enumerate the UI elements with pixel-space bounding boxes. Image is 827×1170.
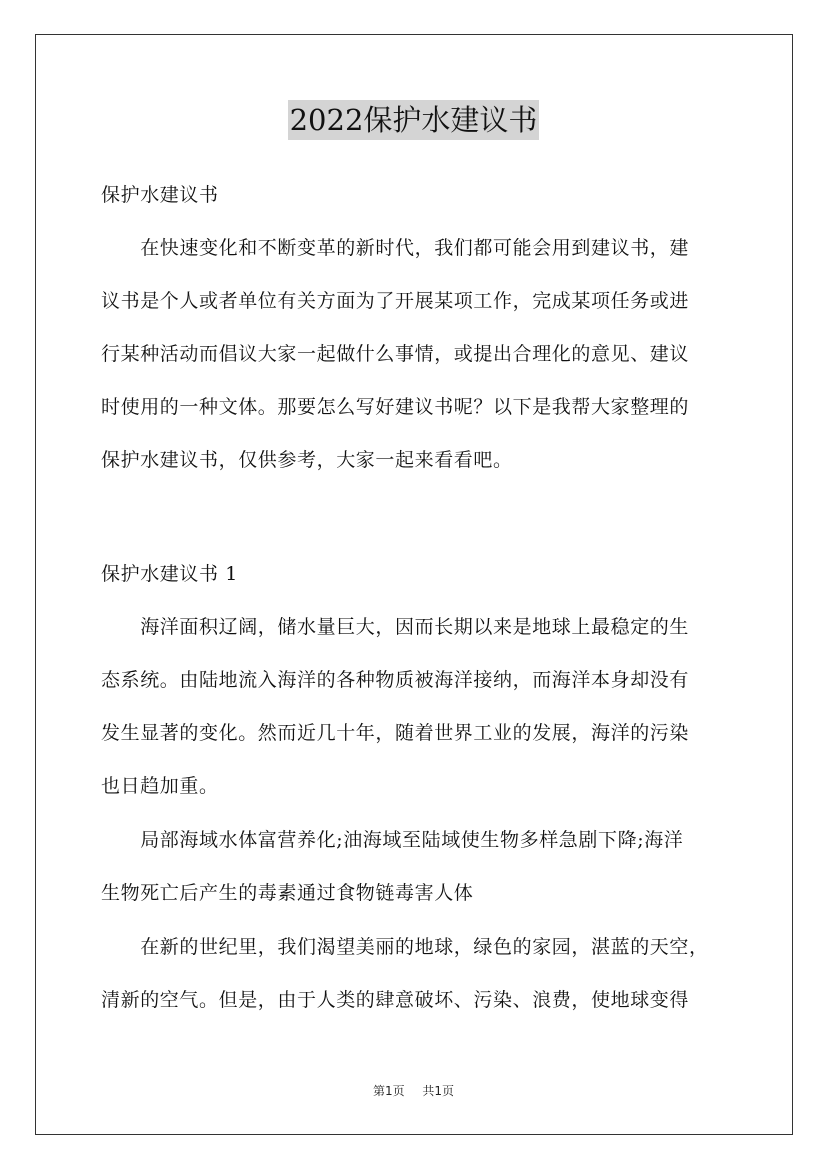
paragraph-line: 行某种活动而倡议大家一起做什么事情，或提出合理化的意见、建议 (101, 343, 690, 365)
paragraph-line: 清新的空气。但是，由于人类的肆意破坏、污染、浪费，使地球变得 (101, 989, 690, 1011)
paragraph-line: 海洋面积辽阔，储水量巨大，因而长期以来是地球上最稳定的生 (101, 616, 690, 638)
paragraph-line: 时使用的一种文体。那要怎么写好建议书呢？以下是我帮大家整理的 (101, 396, 690, 418)
page-number-current: 第1页 (372, 1084, 405, 1098)
page-footer (0, 1082, 827, 1099)
intro-heading: 保护水建议书 (101, 184, 219, 206)
paragraph-line: 保护水建议书，仅供参考，大家一起来看看吧。 (101, 449, 513, 471)
section1-paragraph-3 (101, 921, 731, 1027)
paragraph-line: 发生显著的变化。然而近几十年，随着世界工业的发展，海洋的污染 (101, 722, 690, 744)
title-container (0, 100, 827, 140)
paragraph-line: 局部海域水体富营养化;油海域至陆域使生物多样急剧下降;海洋 (101, 829, 684, 851)
paragraph-line: 也日趋加重。 (101, 775, 219, 797)
page-number-total: 共1页 (422, 1084, 455, 1098)
paragraph-line: 在新的世纪里，我们渴望美丽的地球，绿色的家园，湛蓝的天空， (101, 936, 709, 958)
paragraph-line: 议书是个人或者单位有关方面为了开展某项工作，完成某项任务或进 (101, 290, 690, 312)
paragraph-line: 在快速变化和不断变革的新时代，我们都可能会用到建议书，建 (101, 237, 690, 259)
intro-paragraph (101, 222, 731, 487)
section1-paragraph-2 (101, 814, 731, 920)
paragraph-line: 生物死亡后产生的毒素通过食物链毒害人体 (101, 882, 474, 904)
document-title: 2022保护水建议书 (288, 100, 540, 140)
section1-heading: 保护水建议书 1 (101, 563, 238, 585)
section1-paragraph-1 (101, 601, 731, 813)
paragraph-line: 态系统。由陆地流入海洋的各种物质被海洋接纳，而海洋本身却没有 (101, 669, 690, 691)
